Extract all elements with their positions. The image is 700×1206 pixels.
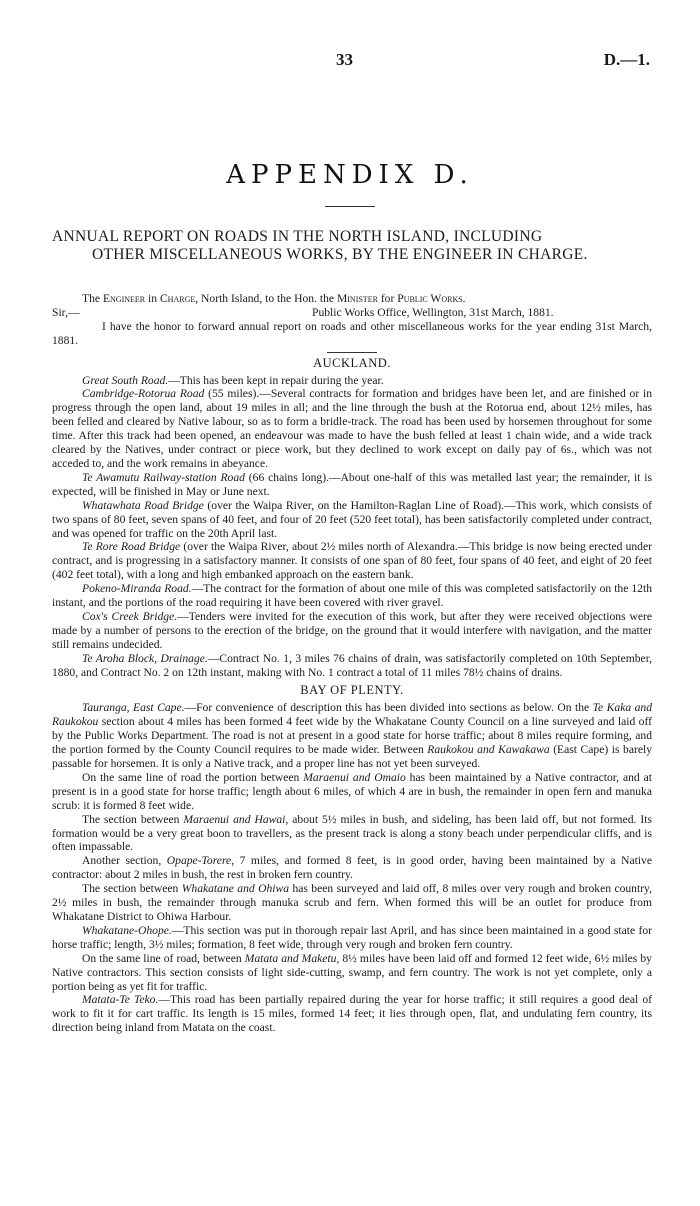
paragraph: On the same line of road the portion between Maraenui and Omaio has been maintained by a Native contractor, and at present is in a good state for horse traffic; length about 6 miles, of which 4 are in bush, the remainder in open fern and manuka scrub: it is formed 8 feet wide. xyxy=(52,770,652,812)
paragraph: The section between Maraenui and Hawai, about 5½ miles in bush, and sideling, has been laid off, but not formed. Its formation would be a very great boon to travellers, as the present track is along a stony beach under perpendicular cliffs, and is often impassable. xyxy=(52,812,652,854)
paragraph: Whakatane-Ohope.—This section was put in thorough repair last April, and has since been maintained in a good state for horse traffic; length, 3½ miles; formation, 8 feet wide, through very rough and broken fern country. xyxy=(52,923,652,951)
dateline: Public Works Office, Wellington, 31st March, 1881. xyxy=(312,305,554,319)
section-heading-bay-of-plenty: BAY OF PLENTY. xyxy=(300,683,404,698)
paragraph: The section between Whakatane and Ohiwa has been surveyed and laid off, 8 miles over very rough and broken country, 2½ miles in bush, the remainder through manuka scrub and fern. When formed this will be an outlet for produce from Whakatane District to Ohiwa Harbour. xyxy=(52,882,652,923)
paragraph: Cox's Creek Bridge.—Tenders were invited for the execution of this work, but after they were received objections were made by a number of persons to the erection of the bridge, on the ground that it would interfere with navigation, and the matter still remains undecided. xyxy=(52,609,653,651)
report-title xyxy=(52,228,652,264)
salutation: Sir,— xyxy=(52,305,80,319)
paragraph: Another section, Opape-Torere, 7 miles, and formed 8 feet, is in good order, having been maintained by a Native contractor: about 2 miles in bush, the rest in broken fern country. xyxy=(52,854,652,882)
salutation-line xyxy=(52,306,652,320)
page-header xyxy=(0,50,700,70)
address-line: The Engineer in Charge, North Island, to the Hon. the Minister for Public Works. xyxy=(82,292,466,305)
appendix-title: APPENDIX D. xyxy=(226,160,474,190)
paragraph: On the same line of road, between Matata and Maketu, 8½ miles have been laid off and formed 12 feet wide, 6½ miles by Native contractors. This section consists of light side-cutting, swamp, and fern country. The work is not yet complete, only a portion being as yet fit for traffic. xyxy=(52,951,652,993)
divider xyxy=(327,352,377,353)
divider xyxy=(325,206,375,207)
intro-paragraph: I have the honor to forward annual report on roads and other miscellaneous works for the year ending 31st March, 1881. xyxy=(52,319,652,347)
report-title-line-2: OTHER MISCELLANEOUS WORKS, BY THE ENGINEER IN CHARGE. xyxy=(92,246,588,263)
paragraph: Great South Road.—This has been kept in repair during the year. xyxy=(82,373,384,387)
page-number: 33 xyxy=(336,50,353,69)
paragraph: Whatawhata Road Bridge (over the Waipa River, on the Hamilton-Raglan Line of Road).—This work, which consists of two spans of 80 feet, seven spans of 40 feet, and four of 20 feet (520 feet total), has been satisfactorily completed under contract, and was opened for traffic on the 20th April last. xyxy=(52,498,652,540)
paragraph: Te Rore Road Bridge (over the Waipa River, about 2½ miles north of Alexandra.—This bridge is now being erected under contract, and is progressing in a satisfactory manner. It consists of one span of 80 feet, four spans of 40 feet, and eight of 20 feet (402 feet total), with a long and high embanked approach on the eastern bank. xyxy=(52,540,652,582)
paragraph: Pokeno-Miranda Road.—The contract for the formation of about one mile of this was completed satisfactorily on the 12th instant, and the portions of the road requiring it have been covered with river gravel. xyxy=(52,582,652,610)
paragraph: Te Aroha Block, Drainage.—Contract No. 1, 3 miles 76 chains of drain, was satisfactorily completed on 10th September, 1880, and Contract No. 2 on 12th instant, making with No. 1 contract a total of 11 miles 78½ chains of drains. xyxy=(52,651,653,679)
paragraph: Te Awamutu Railway-station Road (66 chains long).—About one-half of this was metalled last year; the remainder, it is expected, will be finished in May or June next. xyxy=(52,470,652,498)
paragraph: Tauranga, East Cape.—For convenience of description this has been divided into sections as below. On the Te Kaka and Raukokou section about 4 miles has been formed 4 feet wide by the Whakatane County Council on a line surveyed and laid off by the Public Works Department. The road is not at present in a good state for horse traffic; about 8 miles require forming, and the portion formed by the County Council requires to be made wider. Between Raukokou and Kawakawa (East Cape) is barely passable for horsemen. It is only a Native track, and a proper line has not yet been surveyed. xyxy=(52,701,653,770)
document-code: D.—1. xyxy=(603,50,650,69)
paragraph: Matata-Te Teko.—This road has been partially repaired during the year for horse traffic; it still requires a good deal of work to fit it for cart traffic. Its length is 15 miles, formed 14 feet; it lies through open, flat, and undulating fern country, its direction being inland from Matata on the coast. xyxy=(52,993,652,1035)
paragraph: Cambridge-Rotorua Road (55 miles).—Several contracts for formation and bridges have been let, and are finished or in progress through the open land, about 19 miles in all; and the line through the bush at the Rotorua end, about 12½ miles, has been felled and cleared by Native labour, so as to form a bridle-track. The road has been used by horsemen throughout for some time. After this track had been opened, an endeavour was made to have the bush felled at least 1 chain wide, and a wide track cleared by the Natives, under contract or piece work, but they declined to work except on daily pay of 6s., which was not acceded to, and the work remains in abeyance. xyxy=(52,387,653,470)
section-heading-auckland: AUCKLAND. xyxy=(313,355,391,370)
report-title-line-1: ANNUAL REPORT ON ROADS IN THE NORTH ISLAND, INCLUDING xyxy=(52,228,543,245)
document-body xyxy=(52,292,652,1035)
